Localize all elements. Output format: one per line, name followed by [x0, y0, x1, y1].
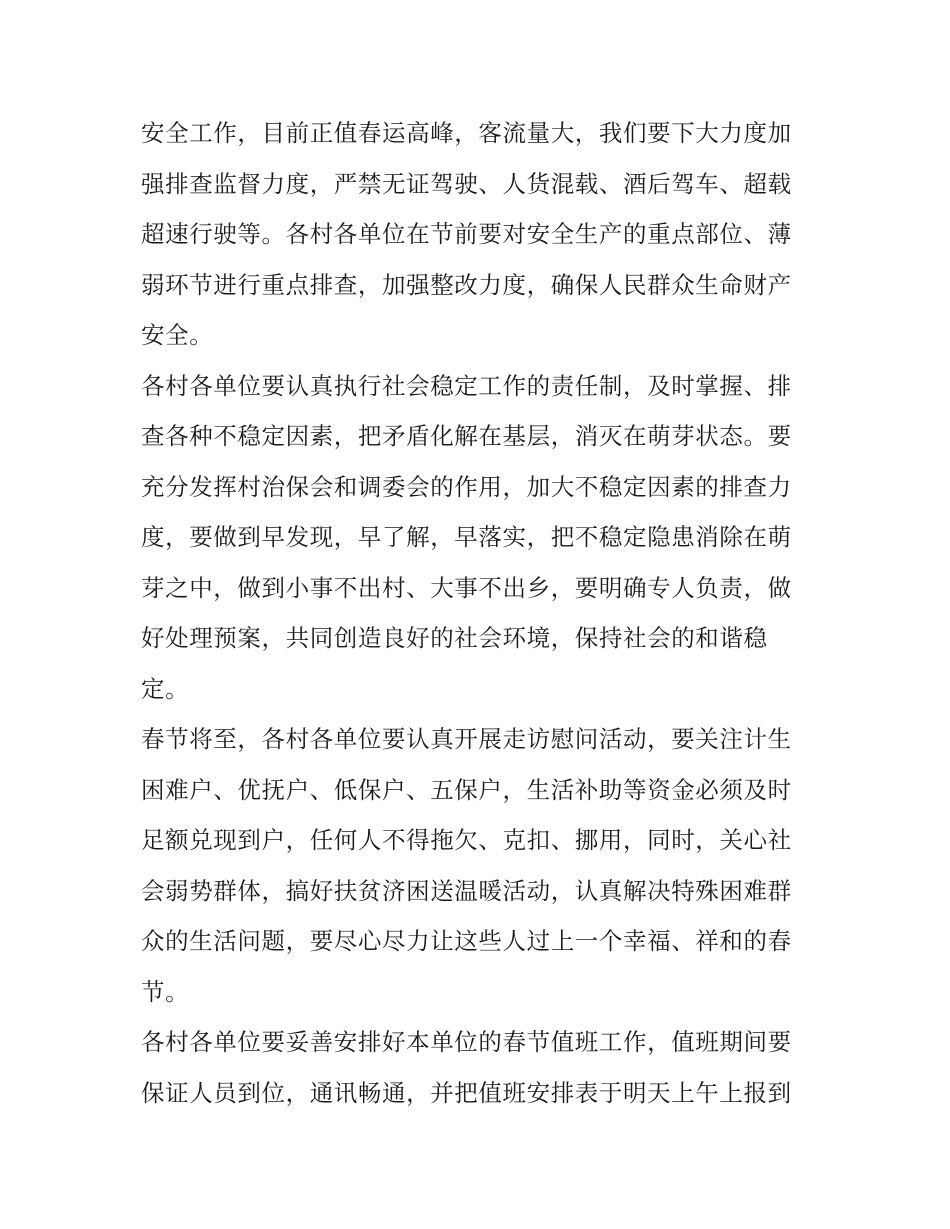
text-line: 各村各单位要妥善安排好本单位的春节值班工作，值班期间要: [141, 1028, 792, 1056]
text-line: 节。: [141, 977, 190, 1006]
text-line: 超速行驶等。各村各单位在节前要对安全生产的重点部位、薄: [141, 220, 792, 248]
document-body: [141, 108, 817, 1118]
text-line: 众的生活问题，要尽心尽力让这些人过上一个幸福、祥和的春: [141, 927, 792, 955]
text-line: 定。: [141, 674, 190, 703]
text-line: 安全工作，目前正值春运高峰，客流量大，我们要下大力度加: [141, 119, 792, 147]
text-line: 强排查监督力度，严禁无证驾驶、人货混载、酒后驾车、超载: [141, 169, 792, 198]
text-line: 度，要做到早发现，早了解，早落实，把不稳定隐患消除在萌: [141, 523, 792, 551]
text-line: 芽之中，做到小事不出村、大事不出乡，要明确专人负责，做: [141, 573, 792, 602]
text-line: 查各种不稳定因素，把矛盾化解在基层，消灭在萌芽状态。要: [141, 422, 792, 450]
text-line: 足额兑现到户，任何人不得拖欠、克扣、挪用，同时，关心社: [141, 826, 792, 854]
text-line: 好处理预案，共同创造良好的社会环境，保持社会的和谐稳: [141, 624, 768, 652]
text-line: 弱环节进行重点排查，加强整改力度，确保人民群众生命财产: [141, 270, 792, 299]
text-line: 困难户、优抚户、低保户、五保户，生活补助等资金必须及时: [141, 775, 792, 804]
text-line: 会弱势群体，搞好扶贫济困送温暖活动，认真解决特殊困难群: [141, 876, 792, 905]
text-line: 保证人员到位，通讯畅通，并把值班安排表于明天上午上报到: [141, 1078, 792, 1107]
text-line: 各村各单位要认真执行社会稳定工作的责任制，及时掌握、排: [141, 371, 792, 400]
text-line: 春节将至，各村各单位要认真开展走访慰问活动，要关注计生: [141, 725, 792, 753]
text-line: 安全。: [141, 321, 214, 349]
text-line: 充分发挥村治保会和调委会的作用，加大不稳定因素的排查力: [141, 472, 792, 501]
